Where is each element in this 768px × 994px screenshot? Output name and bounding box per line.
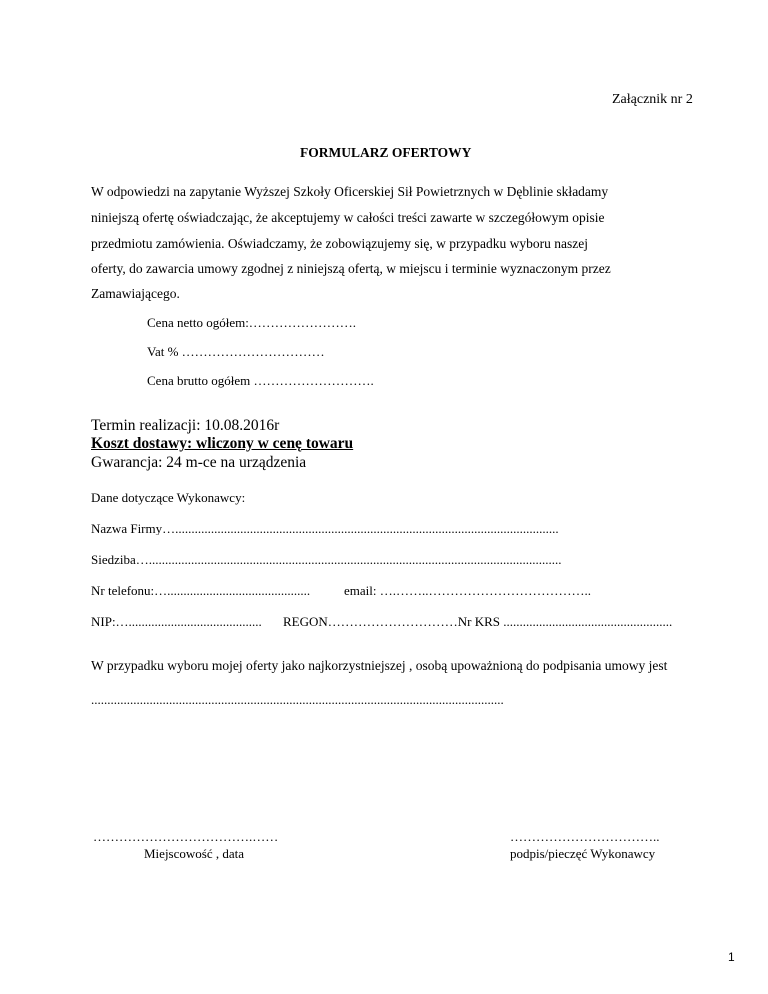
gross-price-field: Cena brutto ogółem ………………………. [147,373,374,388]
page-number: 1 [728,950,735,964]
contractor-heading: Dane dotyczące Wykonawcy: [91,490,246,505]
intro-line-4: oferty, do zawarcia umowy zgodnej z niniejszą ofertą, w miejscu i terminie wyznaczonym przez [91,261,611,276]
intro-line-1: W odpowiedzi na zapytanie Wyższej Szkoły Oficerskiej Sił Powietrznych w Dęblinie składamy [91,184,609,199]
nip-field: NIP:…......................................... [91,615,262,628]
authorized-person-line: ............................................................................................................................... [91,693,504,706]
email-field: email: ….……..……………………………….. [344,583,591,598]
warranty-text: Gwarancja: 24 m-ce na urządzenia [91,454,307,471]
deadline-text: Termin realizacji: 10.08.2016r [91,417,280,434]
authorized-person-text: W przypadku wyboru mojej oferty jako najkorzystniejszej , osobą upoważnioną do podpisania umowy jest [91,658,668,673]
signature-label: podpis/pieczęć Wykonawcy [510,846,656,861]
phone-field: Nr telefonu:…............................................ [91,584,311,597]
signature-dots: …………………………….. [510,829,660,844]
intro-line-2: niniejszą ofertę oświadczając, że akceptujemy w całości treści zawarte w szczegółowym opisie [91,210,605,225]
company-name-field: Nazwa Firmy…...................................................................................................................... [91,522,559,535]
net-price-field: Cena netto ogółem:……………………. [147,315,357,330]
place-date-label: Miejscowość , data [144,846,245,861]
form-title: FORMULARZ OFERTOWY [300,145,472,160]
regon-krs-field: REGON…………………………Nr KRS .................................................... [283,615,673,628]
seat-field: Siedziba…............................................................................................................................... [91,553,562,566]
annex-label: Załącznik nr 2 [612,92,693,107]
intro-line-3: przedmiotu zamówienia. Oświadczamy, że zobowiązujemy się, w przypadku wyboru naszej [91,236,588,251]
vat-field: Vat % …………………………… [147,344,325,359]
delivery-cost-text: Koszt dostawy: wliczony w cenę towaru [91,435,354,452]
place-date-dots: ……………………………….…… [93,829,279,844]
intro-line-5: Zamawiającego. [91,286,180,301]
